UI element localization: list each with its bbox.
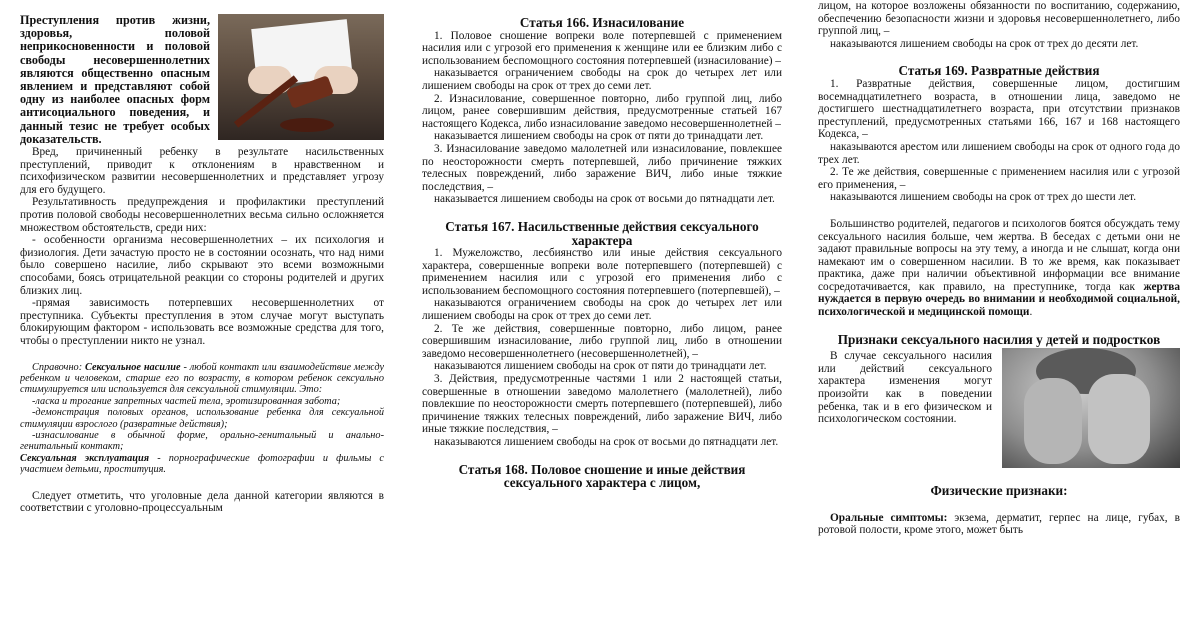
note-lead: Справочно: <box>32 361 85 373</box>
article-169-part-2-penalty: наказываются лишением свободы на срок от трех до шести лет. <box>830 191 1137 204</box>
paragraph-harm: Вред, причиненный ребенку в результате насильственных преступлений, приводит к отклонениям в нравственном и психофизическом развитии несовершеннолетних и представляет угрозу для его будущего. <box>20 146 384 196</box>
note-exploitation-text: - порнографические фотографии и фильмы с участием детьми, проституция. <box>20 452 384 476</box>
attention-text: Большинство родителей, педагогов и психологов боятся обсуждать тему сексуального насилия больше, чем жертва. В беседах с детьми они не задают правильные вопросы на эту тему, а иногда и не слышат, когда они намекают им о совершенном насилии. В то же время, как показывает практика, даже при наличии объективной информации все внимание сосредотачивается, как правило, на преступнике, тогда как <box>818 217 1180 293</box>
article-166-part-1-penalty: наказывается ограничением свободы на срок до четырех лет или лишением свободы на срок от трех до семи лет. <box>422 67 782 92</box>
article-167-part-1-penalty: наказываются ограничением свободы на срок до четырех лет или лишением свободы на срок от трех до семи лет. <box>422 297 782 323</box>
photo-gavel-base <box>280 118 334 132</box>
paragraph-effectiveness: Результативность предупреждения и профилактики преступлений против половой свободы несовершеннолетних весьма сильно осложняется множеством обстоятельств, среди них: <box>20 196 384 234</box>
column-middle <box>422 0 782 630</box>
heading-article-168: Статья 168. Половое сношение и иные действия сексуального характера с лицом, <box>458 461 746 491</box>
paragraph-cases: Следует отметить, что уголовные дела данной категории являются в соответствии с уголовно-процессуальным <box>20 489 384 515</box>
heading-article-166: Статья 166. Изнасилование <box>519 15 685 30</box>
note-definition-text: - любой контакт или взаимодействие между ребенком и человеком, старше его по возрасту, в котором ребенок сексуально стимулируется или используется для сексуальной стимуляции. Это: <box>20 361 384 396</box>
photo-child-hand-right <box>1088 374 1150 464</box>
note-definition <box>20 362 384 396</box>
gavel-photo <box>218 14 384 140</box>
article-169-part-1: 1. Развратные действия, совершенные лицом, достигшим восемнадцатилетнего возраста, в отношении лица, заведомо не достигшего шестнадцатилетнего возраста, при отсутствии признаков преступлений, предусмотренных статьями 166, 167 и 168 настоящего Кодекса, – <box>818 77 1180 141</box>
column-left <box>20 0 384 630</box>
note-term-sexual-violence: Сексуальное насилие <box>85 361 181 373</box>
article-166-part-2: 2. Изнасилование, совершенное повторно, либо группой лиц, либо лицом, ранее совершившим действия, предусмотренные статьей 167 настоящего Кодекса, либо изнасилование заведомо несовершеннолетней – <box>422 92 782 130</box>
heading-signs: Признаки сексуального насилия у детей и подростков <box>837 331 1161 347</box>
paragraph-dependence: -прямая зависимость потерпевших несовершеннолетних от преступника. Субъекты преступления в этом случае могут выступать блокирующим фактором - использовать все возможные средства для того, чтобы о преступлении никто не узнал. <box>20 297 384 347</box>
article-169-part-2: 2. Те же действия, совершенные с применением насилия или с угрозой его применения, – <box>818 166 1180 191</box>
article-167-part-1: 1. Мужеложство, лесбиянство или иные действия сексуального характера, совершенные вопреки воле потерпевшего (потерпевшей) с применением насилия или с угрозой его применения либо с использованием беспомощного состояния потерпевшего (потерпевшей), – <box>422 247 782 297</box>
oral-symptoms-text: экзема, дерматит, герпес на лице, губах, в ротовой полости, кроме этого, может быть <box>818 511 1180 537</box>
heading-article-169: Статья 169. Развратные действия <box>898 63 1100 79</box>
paragraph-features: - особенности организма несовершеннолетних – их психология и физиология. Дети зачастую просто не в состоянии осознать, что над ними было совершено насилие, либо скрывают это всеми возможными способами, боясь отрицательной реакции со стороны родителей и других близких лиц. <box>20 234 384 297</box>
article-166-part-1: 1. Половое сношение вопреки воле потерпевшей с применением насилия или с угрозой его применения к женщине или ее близким либо с использованием беспомощного состояния потерпевшей (изнасилование) – <box>422 29 782 67</box>
article-167-part-3-penalty: наказываются лишением свободы на срок от восьми до пятнадцати лет. <box>434 436 779 448</box>
signs-paragraph: В случае сексуального насилия или действий сексуального характера изменения могут произойти как в поведении ребенка, так и в его физическом и психологическом состоянии. <box>818 350 992 426</box>
article-168-continuation: лицом, на которое возложены обязанности по воспитанию, содержанию, обеспечению безопасности жизни и здоровья несовершеннолетнего, либо группой лиц, – <box>818 0 1180 38</box>
paragraph-attention <box>818 218 1180 319</box>
note-list-item: -демонстрация половых органов, использование ребенка для сексуальной стимуляции взрослого (развратные действия); <box>20 407 384 430</box>
note-list-item: -изнасилование в обычной форме, орально-генитальный и анально-генитальный контакт; <box>20 429 384 453</box>
article-166-part-3-penalty: наказывается лишением свободы на срок от восьми до пятнадцати лет. <box>434 193 775 206</box>
article-168-penalty: наказываются лишением свободы на срок от трех до десяти лет. <box>830 37 1139 50</box>
note-exploitation <box>20 453 384 476</box>
oral-symptoms-label: Оральные симптомы: <box>830 511 948 524</box>
article-166-part-3: 3. Изнасилование заведомо малолетней или изнасилование, повлекшее по неосторожности смерть потерпевшей, либо причинение тяжких телесных повреждений, либо заражение ВИЧ, либо иные тяжкие последствия, – <box>422 142 782 193</box>
attention-emphasis: жертва нуждается в первую очередь во внимании и необходимой социальной, психологической и медицинской помощи <box>818 280 1180 319</box>
child-photo <box>1002 348 1180 468</box>
article-169-part-1-penalty: наказываются арестом или лишением свободы на срок от одного года до трех лет. <box>818 140 1180 166</box>
article-167-part-2-penalty: наказываются лишением свободы на срок от пяти до тринадцати лет. <box>434 360 767 373</box>
photo-child-hand-left <box>1024 378 1082 464</box>
article-167-part-3: 3. Действия, предусмотренные частями 1 или 2 настоящей статьи, совершенные в отношении заведомо малолетнего (малолетней), либо повлекшие по неосторожности смерть потерпевшего (потерпевшей), либо причинение тяжких телесных повреждений, либо заражение ВИЧ, либо иные тяжкие последствия, – <box>422 373 782 436</box>
column-right <box>818 0 1180 630</box>
article-167-part-2: 2. Те же действия, совершенные повторно, либо лицом, ранее совершившим изнасилование, либо группой лиц, либо в отношении заведомо несовершеннолетнего (несовершеннолетней), – <box>422 322 782 360</box>
attention-end: . <box>1029 306 1033 319</box>
intro-paragraph: Преступления против жизни, здоровья, половой неприкосновенности и половой свободы несовершеннолетних являются общественно опасным явлением и представляют собой одну из наиболее опасных форм антисоциального поведения, и данный тезис не требует особых доказательств. <box>20 13 210 146</box>
note-list-item: -ласка и трогание запретных частей тела, эротизированная забота; <box>32 395 341 407</box>
oral-symptoms <box>818 512 1180 537</box>
heading-physical-signs: Физические признаки: <box>930 483 1068 499</box>
heading-article-167: Статья 167. Насильственные действия сексуального характера <box>445 218 759 248</box>
note-term-exploitation: Сексуальная эксплуатация <box>20 452 150 464</box>
article-166-part-2-penalty: наказывается лишением свободы на срок от пяти до тринадцати лет. <box>434 130 764 143</box>
